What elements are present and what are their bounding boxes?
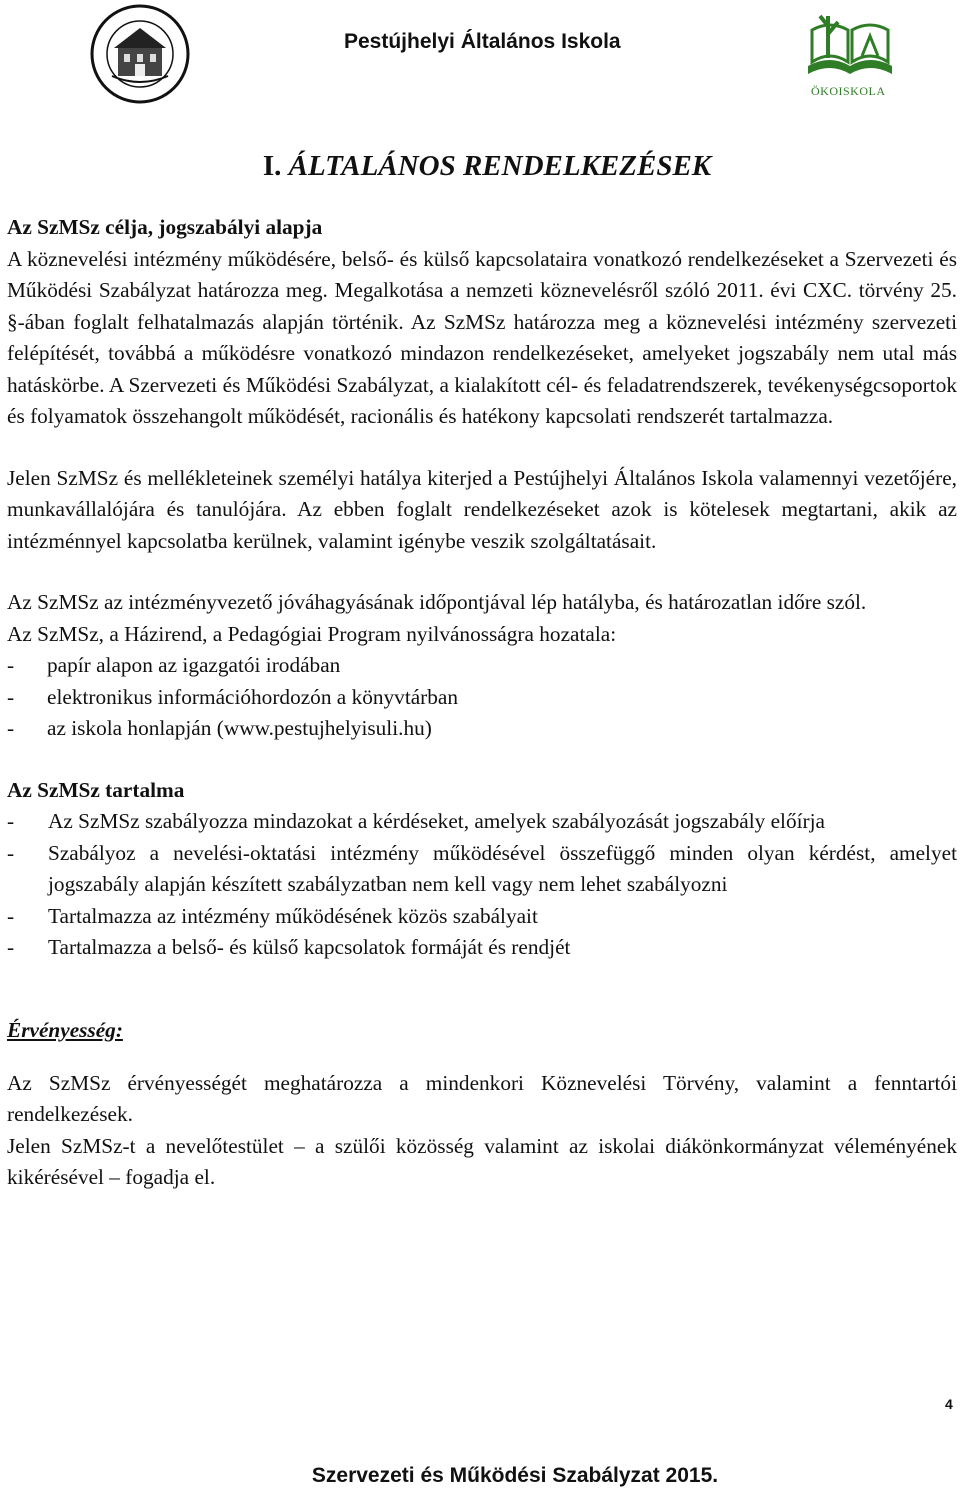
ecoschool-label: ÖKOISKOLA: [811, 84, 886, 98]
publicity-list: [7, 650, 957, 745]
list-item: - papír alapon az igazgatói irodában: [7, 653, 341, 677]
page-header: [0, 0, 960, 110]
school-crest-logo: [88, 2, 192, 106]
list-item: - Tartalmazza a belső- és külső kapcsolatok formáját és rendjét: [7, 935, 571, 959]
document-body: [7, 148, 957, 1194]
list-item: - Az SzMSz szabályozza mindazokat a kérdéseket, amelyek szabályozását jogszabály előírja: [7, 809, 826, 833]
list-item: - elektronikus információhordozón a könyvtárban: [7, 684, 459, 709]
list-item: - az iskola honlapján (www.pestujhelyisuli.hu): [7, 716, 432, 740]
paragraph-adoption: Jelen SzMSz-t a nevelőtestület – a szülői közösség valamint az iskolai diákönkormányzat véleményének kikérésével – fogadja el.: [7, 1133, 957, 1190]
paragraph-validity: Az SzMSz érvényességét meghatározza a mindenkori Köznevelési Törvény, valamint a fenntartói rendelkezések.: [7, 1070, 957, 1127]
section-heading-purpose: Az SzMSz célja, jogszabályi alapja: [7, 215, 323, 239]
page-number: 4: [945, 1396, 953, 1412]
section-heading-validity: Érvényesség:: [7, 1017, 123, 1042]
list-item: - Szabályoz a nevelési-oktatási intézmény működésével összefüggő minden olyan kérdést, amelyet jogszabály alapján készített szabályzatban nem kell vagy nem lehet szabályozni: [7, 840, 957, 896]
section-heading-contents: Az SzMSz tartalma: [7, 777, 185, 802]
chapter-title: [7, 148, 957, 184]
chapter-title-text: ÁLTALÁNOS RENDELKEZÉSEK: [288, 150, 712, 182]
chapter-number: I.: [262, 150, 282, 182]
paragraph-effective-date: Az SzMSz az intézményvezető jóváhagyásának időpontjával lép hatályba, és határozatlan időre szól.: [7, 590, 867, 614]
list-item: - Tartalmazza az intézmény működésének közös szabályait: [7, 903, 538, 928]
paragraph-publicity: Az SzMSz, a Házirend, a Pedagógiai Program nyilvánosságra hozatala:: [7, 621, 617, 646]
contents-list: [7, 806, 957, 964]
school-name: Pestújhelyi Általános Iskola: [344, 30, 621, 53]
page-footer: Szervezeti és Működési Szabályzat 2015.: [311, 1464, 719, 1487]
paragraph-purpose: A köznevelési intézmény működésére, belső- és külső kapcsolataira vonatkozó rendelkezéseket a Szervezeti és Működési Szabályzat határozza meg. Megalkotása a nemzeti köznevelésről szóló 2011. évi CXC. törvény 25. §-ában foglalt felhatalmazás alapján történik. Az SzMSz határozza meg a köznevelési intézmény szervezeti felépítését, továbbá a működésre vonatkozó mindazon rendelkezéseket, amelyeket jogszabály nem utal más hatáskörbe. A Szervezeti és Működési Szabályzat, a kialakított cél- és feladatrendszerek, tevékenységcsoportok és folyamatok összehangolt működését, racionális és hatékony kapcsolati rendszerét tartalmazza.: [7, 246, 957, 428]
paragraph-scope: Jelen SzMSz és mellékleteinek személyi hatálya kiterjed a Pestújhelyi Általános Iskola valamennyi vezetőjére, munkavállalójára és tanulójára. Az ebben foglalt rendelkezéseket azok is kötelesek megtartani, akik az intézménnyel kapcsolatba kerülnek, valamint igénybe veszik szolgáltatásait.: [7, 465, 957, 553]
